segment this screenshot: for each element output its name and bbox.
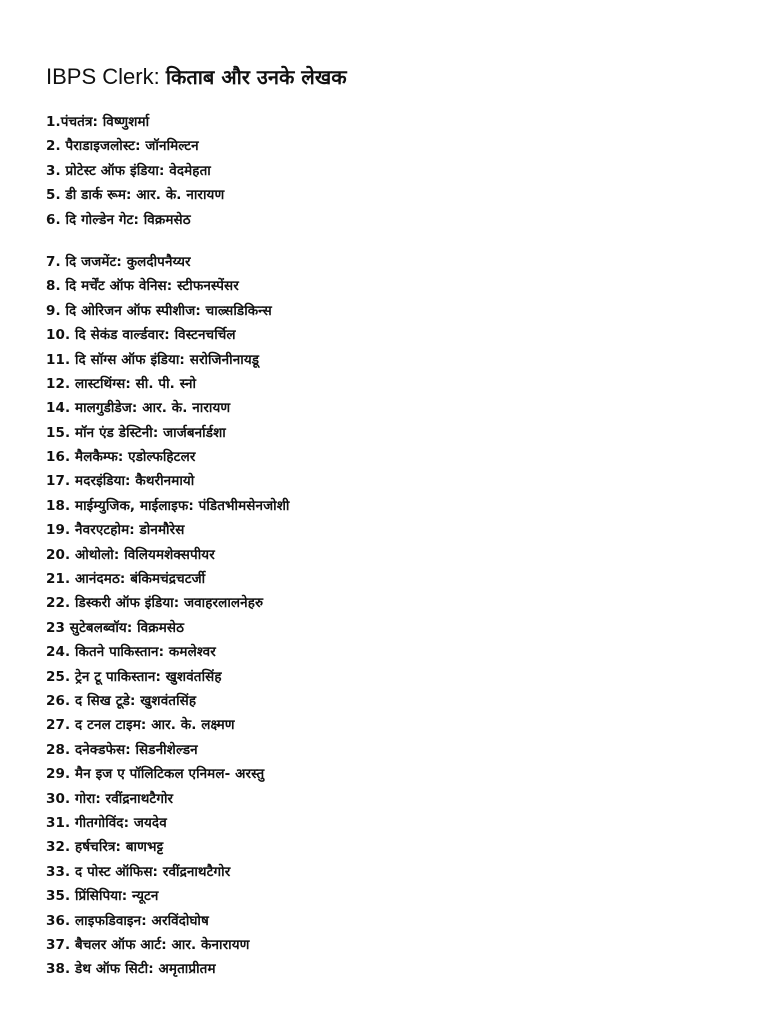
list-item: 32. हर्षचरित्र: बाणभट्ट — [46, 839, 164, 856]
list-item: 3. प्रोटेस्ट ऑफ इंडिया: वेदमेहता — [46, 162, 211, 179]
list-item: 23 सुटेबलब्वॉय: विक्रमसेठ — [46, 619, 185, 636]
page-title — [46, 58, 746, 88]
list-item: 8. दि मर्चेंट ऑफ वेनिस: स्टीफनस्पेंसर — [46, 278, 239, 295]
list-item: 12. लास्टथिंग्स: सी. पी. स्नो — [46, 375, 197, 392]
list-item: 1.पंचतंत्र: विष्णुशर्मा — [46, 114, 150, 130]
list-item: 24. कितने पाकिस्तान: कमलेश्वर — [46, 644, 216, 661]
list-item: 7. दि जजमेंट: कुलदीपनैय्यर — [46, 253, 191, 270]
list-item: 29. मैन इज ए पॉलिटिकल एनिमल- अरस्तु — [46, 766, 265, 783]
book-list-group-2 — [46, 250, 746, 982]
list-item: 9. दि ओरिजन ऑफ स्पीशीज: चाल्र्सडिकिन्स — [46, 302, 272, 319]
list-item: 2. पैराडाइजलोस्ट: जॉनमिल्टन — [46, 138, 199, 155]
list-item: 35. प्रिंसिपिया: न्यूटन — [46, 888, 159, 905]
document-page — [46, 58, 746, 982]
list-item: 20. ओथोलो: विलियमशेक्सपीयर — [46, 546, 215, 563]
title-main: किताब और उनके लेखक — [165, 65, 347, 89]
list-item: 6. दि गोल्डेन गेट: विक्रमसेठ — [46, 211, 191, 228]
list-item: 5. डी डार्क रूम: आर. के. नारायण — [46, 187, 225, 204]
list-item: 18. माईम्युजिक, माईलाइफ: पंडितभीमसेनजोशी — [46, 497, 290, 514]
book-list-group-1 — [46, 110, 746, 232]
list-item: 27. द टनल टाइम: आर. के. लक्ष्मण — [46, 717, 235, 734]
list-item: 38. डेथ ऑफ सिटी: अमृताप्रीतम — [46, 961, 216, 978]
list-item: 16. मैलकैम्फ: एडोल्फहिटलर — [46, 449, 196, 466]
list-item: 28. दनेक्डफेस: सिडनीशेल्डन — [46, 741, 198, 758]
list-item: 26. द सिख टूडे: खुशवंतसिंह — [46, 692, 197, 709]
list-item: 37. बैचलर ऑफ आर्ट: आर. केनारायण — [46, 936, 250, 953]
list-item: 25. ट्रेन टू पाकिस्तान: खुशवंतसिंह — [46, 668, 222, 685]
title-prefix: IBPS Clerk: — [46, 64, 166, 89]
list-item: 19. नैवरएटहोम: डोनमौरेस — [46, 522, 185, 539]
list-item: 33. द पोस्ट ऑफिस: रवींद्रनाथटैगोर — [46, 863, 231, 880]
list-item: 21. आनंदमठ: बंकिमचंद्रचटर्जी — [46, 571, 206, 588]
list-item: 30. गोरा: रवींद्रनाथटैगोर — [46, 790, 174, 807]
list-item: 14. मालगुडीडेज: आर. के. नारायण — [46, 400, 231, 417]
list-item: 22. डिस्करी ऑफ इंडिया: जवाहरलालनेहरु — [46, 595, 264, 612]
list-item: 10. दि सेकंड वार्ल्डवार: विस्टनचर्चिल — [46, 327, 236, 344]
list-item: 36. लाइफडिवाइन: अरविंदोघोष — [46, 912, 209, 929]
list-item: 31. गीतगोविंद: जयदेव — [46, 814, 167, 831]
list-item: 15. मॉन एंड डेस्टिनी: जार्जबर्नार्डशा — [46, 424, 226, 441]
list-item: 11. दि सॉग्स ऑफ इंडिया: सरोजिनीनायडू — [46, 351, 260, 368]
list-item: 17. मदरइंडिया: कैथरीनमायो — [46, 473, 195, 490]
